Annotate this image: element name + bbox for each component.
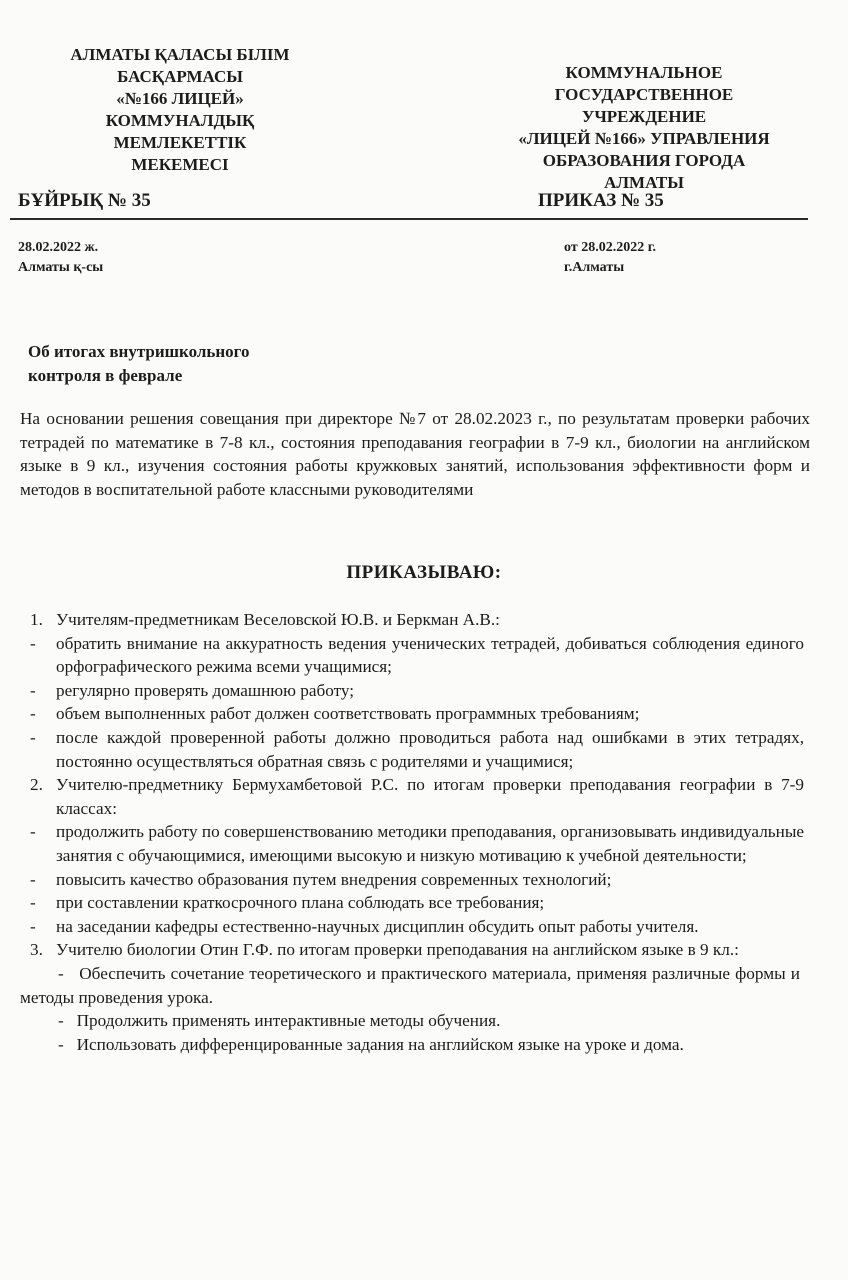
order-point xyxy=(0,962,848,1009)
item-heading: Учителю биологии Отин Г.Ф. по итогам проверки преподавания на английском языке в 9 кл.: xyxy=(56,940,739,960)
dash-bullet: - xyxy=(30,822,36,842)
point-text: регулярно проверять домашнюю работу; xyxy=(56,680,355,700)
order-city: Алматы қ-сы xyxy=(18,260,104,275)
org-line: «ЛИЦЕЙ №166» УПРАВЛЕНИЯ xyxy=(518,129,770,148)
item-number: 3. xyxy=(30,940,43,960)
item-number: 2. xyxy=(30,775,43,795)
org-line: МЕМЛЕКЕТТІК xyxy=(113,133,247,152)
dash-bullet: - xyxy=(58,1011,64,1031)
org-line: АЛМАТЫ xyxy=(604,173,684,192)
item-heading: Учителю-предметнику Бермухамбетовой Р.С. по итогам проверки преподавания географии в 7-9 классах: xyxy=(56,775,804,818)
order-item xyxy=(0,608,848,632)
org-line: ОБРАЗОВАНИЯ ГОРОДА xyxy=(542,151,746,170)
dash-bullet: - xyxy=(30,916,36,936)
dash-bullet: - xyxy=(58,1034,64,1054)
order-city: г.Алматы xyxy=(564,260,625,275)
order-subject xyxy=(28,340,249,388)
point-text: Продолжить применять интерактивные методы обучения. xyxy=(76,1011,501,1031)
order-item xyxy=(0,773,848,820)
order-point xyxy=(0,891,848,915)
dash-bullet: - xyxy=(30,633,36,653)
item-number: 1. xyxy=(30,610,43,629)
point-row xyxy=(0,1033,800,1057)
order-number-russian: ПРИКАЗ № 35 xyxy=(538,190,664,211)
date-block-kazakh xyxy=(18,238,103,278)
point-row xyxy=(0,962,800,1009)
orders-heading: ПРИКАЗЫВАЮ: xyxy=(346,562,502,583)
item-heading: Учителям-предметникам Веселовской Ю.В. и Беркман А.В.: xyxy=(56,610,500,629)
order-point xyxy=(0,679,848,703)
point-text: на заседании кафедры естественно-научных дисциплин обсудить опыт работы учителя. xyxy=(56,916,699,936)
order-item xyxy=(0,938,848,962)
order-date: 28.02.2022 ж. xyxy=(18,240,99,255)
order-date: от 28.02.2022 г. xyxy=(564,240,656,255)
subject-line: Об итогах внутришкольного xyxy=(28,342,250,361)
org-line: УЧРЕЖДЕНИЕ xyxy=(581,107,707,126)
order-number-kazakh: БҰЙРЫҚ № 35 xyxy=(18,190,151,211)
order-point xyxy=(0,868,848,892)
order-point xyxy=(0,1033,848,1057)
date-block-russian xyxy=(564,238,656,278)
orders-list xyxy=(0,608,848,1056)
point-text: при составлении краткосрочного плана соблюдать все требования; xyxy=(56,893,545,913)
subject-line: контроля в феврале xyxy=(28,366,183,385)
org-line: ГОСУДАРСТВЕННОЕ xyxy=(554,85,734,104)
org-line: «№166 ЛИЦЕЙ» КОММУНАЛДЫҚ xyxy=(105,89,255,130)
org-line: АЛМАТЫ ҚАЛАСЫ БІЛІМ xyxy=(70,45,290,64)
preamble-paragraph: На основании решения совещания при директоре №7 от 28.02.2023 г., по результатам проверки рабочих тетрадей по математике в 7-8 кл., состояния преподавания географии в 7-9 кл., биологии на английском языке в 9 кл., изучения состояния работы кружковых занятий, использования эффективности форм и методов в воспитательной работе классными руководителями xyxy=(20,409,810,499)
org-line: КОММУНАЛЬНОЕ xyxy=(565,63,723,82)
header-divider xyxy=(10,218,808,220)
dash-bullet: - xyxy=(30,869,36,889)
point-text: объем выполненных работ должен соответствовать программных требованиям; xyxy=(56,704,640,724)
dash-bullet: - xyxy=(58,963,64,983)
order-point xyxy=(0,820,848,867)
order-point xyxy=(0,915,848,939)
dash-bullet: - xyxy=(30,893,36,913)
dash-bullet: - xyxy=(30,704,36,724)
org-line: МЕКЕМЕСІ xyxy=(131,155,229,174)
point-text: Использовать дифференцированные задания на английском языке на уроке и дома. xyxy=(76,1034,684,1054)
order-point xyxy=(0,1009,848,1033)
point-text: после каждой проверенной работы должно проводиться работа над ошибками в этих тетрадях, постоянно осуществляться обратная связь с родителями и учащимися; xyxy=(56,727,804,771)
point-text: повысить качество образования путем внедрения современных технологий; xyxy=(56,869,612,889)
point-row xyxy=(0,1009,800,1033)
order-point xyxy=(0,726,848,773)
point-text: обратить внимание на аккуратность ведения ученических тетрадей, добиваться соблюдения единого орфографического режима всеми учащимися; xyxy=(56,633,804,677)
order-point xyxy=(0,702,848,726)
org-line: БАСҚАРМАСЫ xyxy=(117,67,243,86)
order-point xyxy=(0,632,848,679)
point-text: продолжить работу по совершенствованию методики преподавания, организовывать индивидуальные занятия с обучающимися, имеющими высокую и низкую мотивацию к учебной деятельности; xyxy=(56,822,804,865)
point-text: Обеспечить сочетание теоретического и практического материала, применяя различные формы и методы проведения урока. xyxy=(20,963,800,1007)
org-name-kazakh xyxy=(40,44,320,176)
org-name-russian xyxy=(494,62,794,194)
dash-bullet: - xyxy=(30,680,36,700)
dash-bullet: - xyxy=(30,727,36,747)
